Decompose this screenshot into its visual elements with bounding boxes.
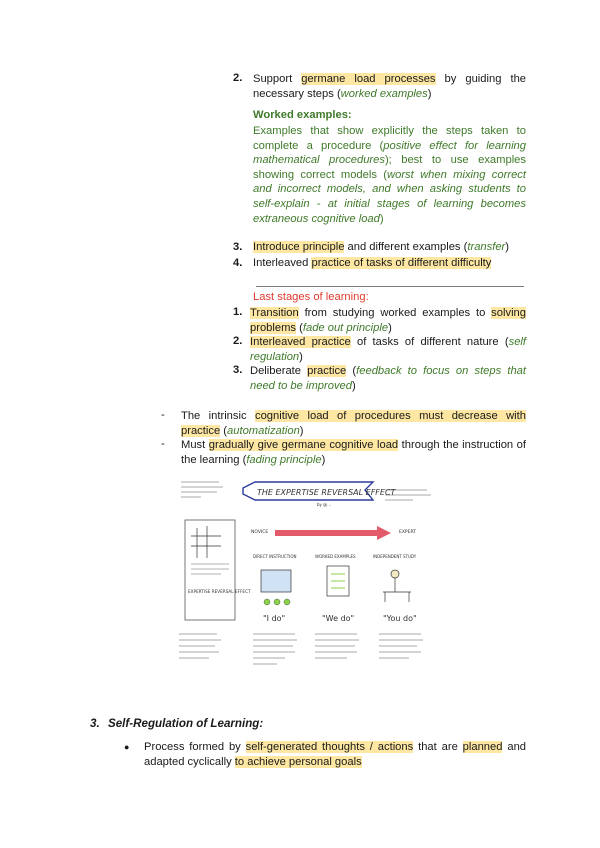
text: ( <box>346 365 357 377</box>
list-item-2 <box>253 72 526 101</box>
title-banner <box>243 482 397 507</box>
green-note: fade out principle <box>302 321 389 334</box>
section-3-number: 3. <box>90 717 100 730</box>
dash-item-1 <box>181 409 526 438</box>
text: ( <box>296 321 303 334</box>
highlight: Introduce principle <box>253 241 345 253</box>
section-3-bullet <box>144 740 526 769</box>
last-stage-item-1 <box>250 306 526 335</box>
you-do-label: "You do" <box>383 614 417 623</box>
scribble-note-top-left <box>181 482 223 497</box>
we-do-label: "We do" <box>322 614 355 623</box>
text: and adapted cyclically <box>144 741 527 768</box>
text: ) <box>299 350 303 363</box>
text: ) <box>352 379 356 392</box>
text: ) <box>505 241 510 253</box>
text: Deliberate <box>250 365 308 377</box>
text: ); best to use examples showing correct models ( <box>253 154 526 181</box>
list-number: 1. <box>233 306 243 318</box>
text: Examples that show explicitly the steps taken to complete a procedure ( <box>253 125 526 152</box>
dash-marker: - <box>161 438 165 450</box>
italic-text: worst when mixing correct and incorrect models, and when asking students to self-explain - at initial stages of learning becomes extraneous cognitive load <box>253 168 526 225</box>
text: Interleaved <box>253 257 312 269</box>
highlight: gradually give germane cognitive load <box>208 439 399 451</box>
worked-examples-heading: Worked examples: <box>253 109 352 121</box>
left-panel <box>185 520 235 620</box>
list-number: 3. <box>233 241 243 253</box>
highlight: germane load processes <box>301 73 436 85</box>
expert-label: EXPERT <box>399 530 417 535</box>
highlight: to achieve personal goals <box>234 755 362 768</box>
novice-expert-arrow <box>275 526 391 540</box>
worked-examples-paragraph <box>253 124 526 226</box>
last-stage-item-3 <box>250 364 526 393</box>
horizontal-divider <box>256 286 524 287</box>
green-note: self regulation <box>250 336 527 363</box>
highlight: solving problems <box>250 307 526 334</box>
section-3-title: Self-Regulation of Learning: <box>108 717 264 730</box>
dash-marker: - <box>161 409 165 421</box>
green-note: transfer <box>467 241 506 253</box>
text: that are <box>413 741 463 753</box>
left-caption: EXPERTISE REVERSAL EFFECT <box>188 589 251 594</box>
teacher-board-drawing <box>261 570 291 605</box>
text: ) <box>379 212 384 225</box>
list-number: 4. <box>233 257 243 269</box>
bullet-icon: ● <box>124 742 130 752</box>
worksheet-drawing <box>327 566 349 596</box>
list-item-4 <box>253 257 491 269</box>
highlight: practice <box>307 365 347 377</box>
last-stage-item-2 <box>250 335 526 364</box>
green-note: fading principle <box>246 453 322 466</box>
list-number: 2. <box>233 72 243 84</box>
text: through the instruction of the learning ( <box>181 439 526 466</box>
text: Must <box>181 439 209 451</box>
last-stages-heading: Last stages of learning: <box>253 291 369 303</box>
student-drawing <box>383 570 411 602</box>
banner-text: THE EXPERTISE REVERSAL EFFECT <box>257 488 396 497</box>
text: The intrinsic <box>181 410 255 422</box>
text: ) <box>388 321 392 334</box>
highlight: practice of tasks of different difficulty <box>311 257 492 269</box>
dash-item-2 <box>181 438 526 467</box>
col-heading-1: DIRECT INSTRUCTION <box>253 554 297 559</box>
col-heading-3: INDEPENDENT STUDY <box>373 554 417 559</box>
text: ) <box>321 453 326 466</box>
highlight: cognitive load of procedures must decrease with practice <box>181 410 527 437</box>
text: ) <box>427 87 432 100</box>
highlight: self-generated thoughts / actions <box>245 741 414 753</box>
highlight: Interleaved practice <box>250 336 351 348</box>
text: ( <box>220 424 228 437</box>
text: of tasks of different nature ( <box>350 336 509 348</box>
bottom-notes <box>179 634 423 664</box>
green-note: worked examples <box>340 87 428 100</box>
text: from studying worked examples to <box>298 307 492 319</box>
italic-text: positive effect for learning mathematical procedures <box>253 139 526 167</box>
text: and different examples ( <box>344 241 468 253</box>
list-number: 2. <box>233 335 243 347</box>
col-heading-2: WORKED EXAMPLES <box>315 554 356 559</box>
text: ) <box>299 424 304 437</box>
highlight: planned <box>462 741 503 753</box>
banner-byline: by @... <box>317 502 331 507</box>
i-do-label: "I do" <box>263 614 286 623</box>
green-note: automatization <box>227 424 300 437</box>
text: by guiding the necessary steps ( <box>253 73 527 100</box>
text: Support <box>253 73 302 85</box>
list-number: 3. <box>233 364 243 376</box>
highlight: Transition <box>250 307 299 319</box>
list-item-3 <box>253 241 509 253</box>
green-note: feedback to focus on steps that need to be improved <box>250 365 526 392</box>
text: Process formed by <box>144 741 246 753</box>
expertise-reversal-sketchnote <box>177 478 437 678</box>
novice-label: NOVICE <box>251 530 269 535</box>
